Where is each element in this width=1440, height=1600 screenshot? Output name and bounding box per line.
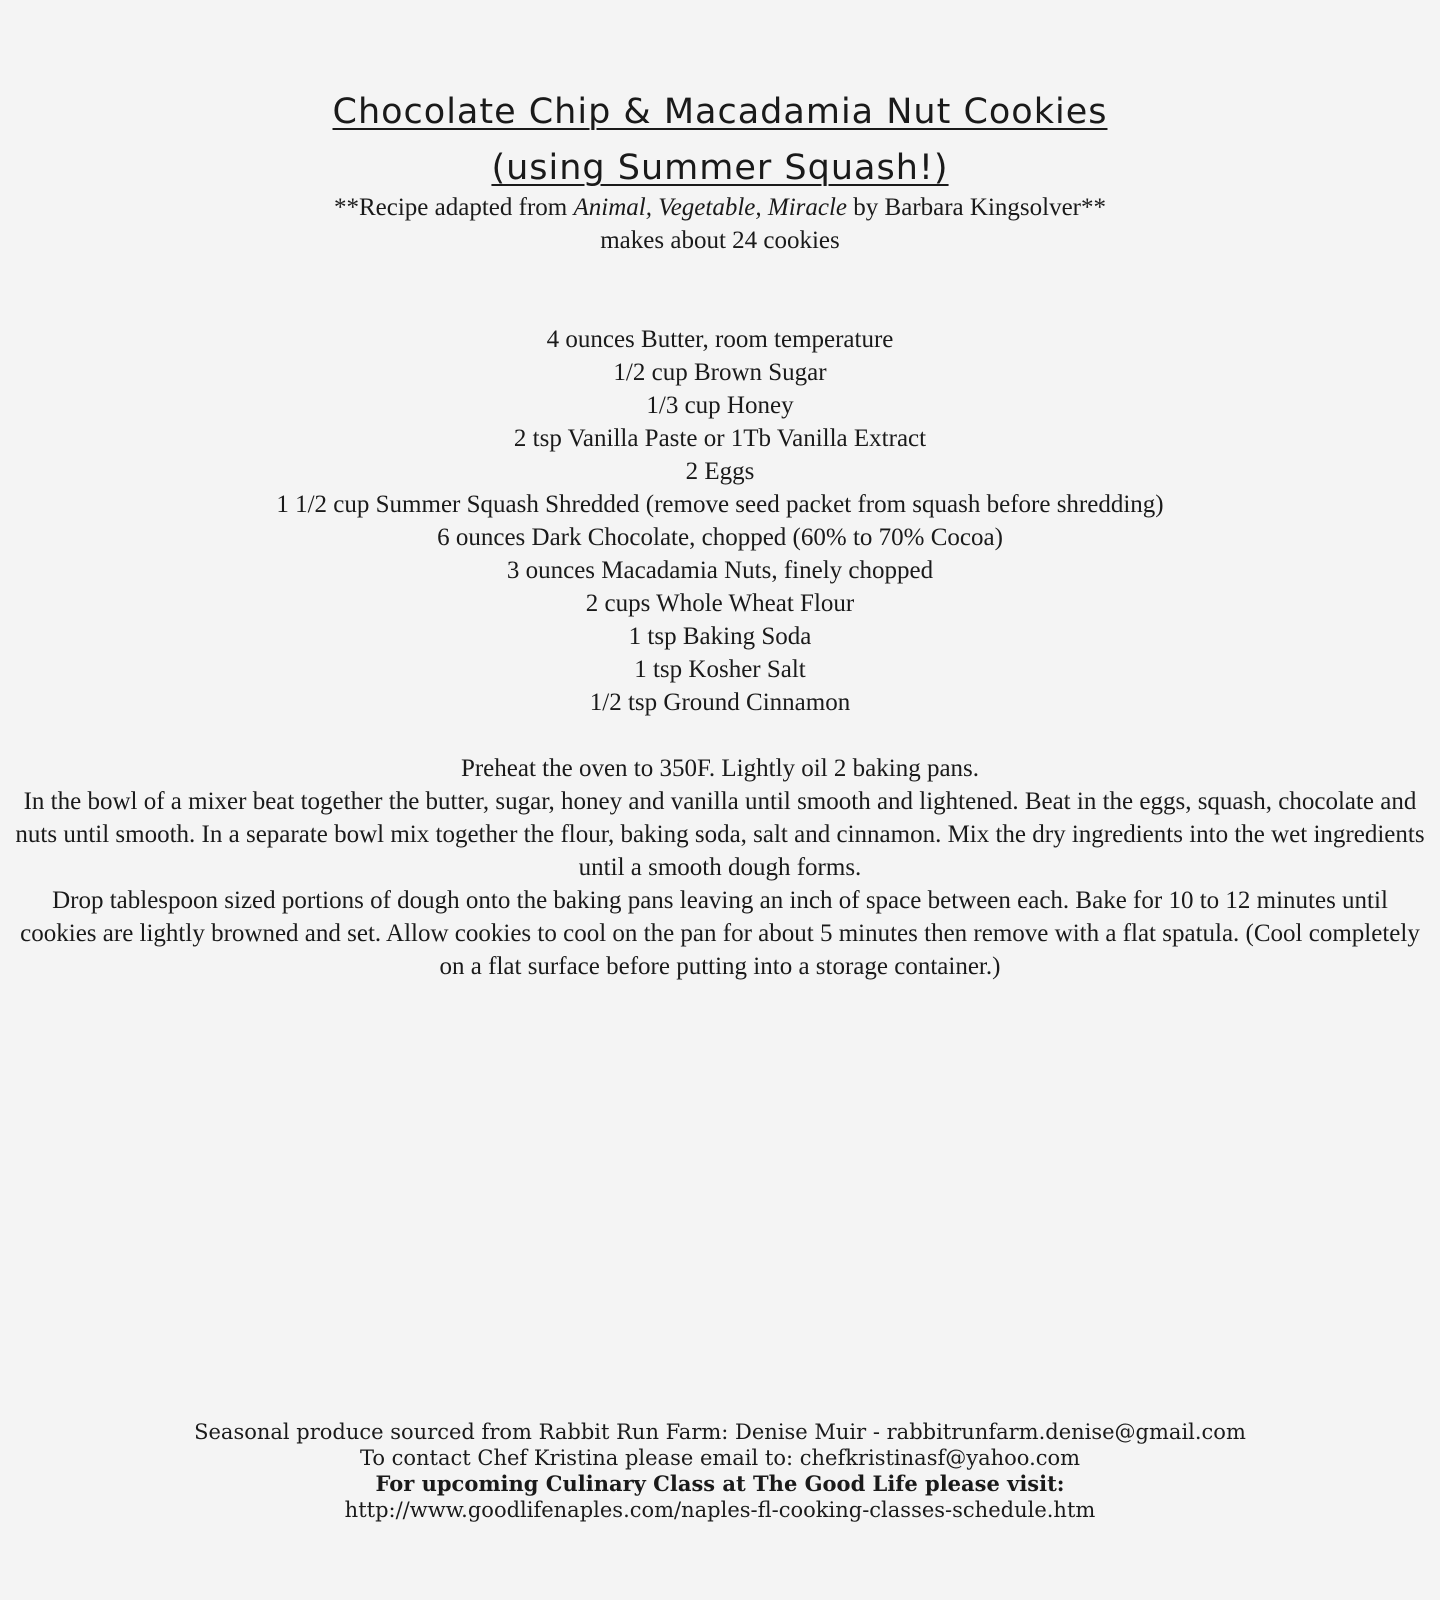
footer <box>0 1419 1440 1523</box>
recipe-title <box>0 92 1440 132</box>
ingredient-item: 4 ounces Butter, room temperature <box>546 326 894 353</box>
ingredient-item: 1/3 cup Honey <box>646 392 794 419</box>
recipe-title-line2: (using Summer Squash!) <box>491 148 949 188</box>
ingredient-item: 2 Eggs <box>685 458 755 485</box>
attribution-prefix: **Recipe adapted from <box>333 194 574 221</box>
ingredient-item: 1 1/2 cup Summer Squash Shredded (remove seed packet from squash before shredding) <box>276 491 1164 518</box>
recipe-attribution <box>0 191 1440 224</box>
ingredient-item: 6 ounces Dark Chocolate, chopped (60% to 70% Cocoa) <box>437 524 1003 551</box>
recipe-title-line1: Chocolate Chip & Macadamia Nut Cookies <box>332 92 1108 132</box>
ingredient-item: 1/2 tsp Ground Cinnamon <box>589 689 851 716</box>
instructions <box>15 752 1425 983</box>
attribution-suffix: by Barbara Kingsolver** <box>847 194 1106 221</box>
ingredient-item: 1/2 cup Brown Sugar <box>613 359 827 386</box>
attribution-book-title: Animal, Vegetable, Miracle <box>573 194 848 221</box>
ingredient-list <box>0 323 1440 719</box>
footer-produce-source: Seasonal produce sourced from Rabbit Run Farm: Denise Muir - rabbitrunfarm.denise@gmail.com <box>194 1420 1246 1444</box>
ingredient-item: 1 tsp Baking Soda <box>628 623 812 650</box>
recipe-subtitle <box>0 148 1440 188</box>
footer-class-prompt: For upcoming Culinary Class at The Good Life please visit: <box>375 1471 1065 1496</box>
recipe-yield: makes about 24 cookies <box>600 227 840 254</box>
ingredient-item: 2 cups Whole Wheat Flour <box>585 590 855 617</box>
ingredient-item: 3 ounces Macadamia Nuts, finely chopped <box>506 557 934 584</box>
footer-url: http://www.goodlifenaples.com/naples-fl-cooking-classes-schedule.htm <box>344 1498 1096 1522</box>
ingredient-item: 1 tsp Kosher Salt <box>634 656 806 683</box>
footer-contact: To contact Chef Kristina please email to: chefkristinasf@yahoo.com <box>359 1446 1081 1470</box>
instruction-step: In the bowl of a mixer beat together the butter, sugar, honey and vanilla until smooth and lightened. Beat in the eggs, squash, chocolate and nuts until smooth. In a separate bowl mix together the flour, baking soda, salt and cinnamon. Mix the dry ingredients into the wet ingredients until a smooth dough forms. <box>15 788 1425 881</box>
ingredient-item: 2 tsp Vanilla Paste or 1Tb Vanilla Extract <box>513 425 927 452</box>
instruction-step: Preheat the oven to 350F. Lightly oil 2 baking pans. <box>460 755 980 782</box>
instruction-step: Drop tablespoon sized portions of dough onto the baking pans leaving an inch of space between each. Bake for 10 to 12 minutes until cookies are lightly browned and set. Allow cookies to cool on the pan for about 5 minutes then remove with a flat spatula. (Cool completely on a flat surface before putting into a storage container.) <box>20 887 1420 980</box>
